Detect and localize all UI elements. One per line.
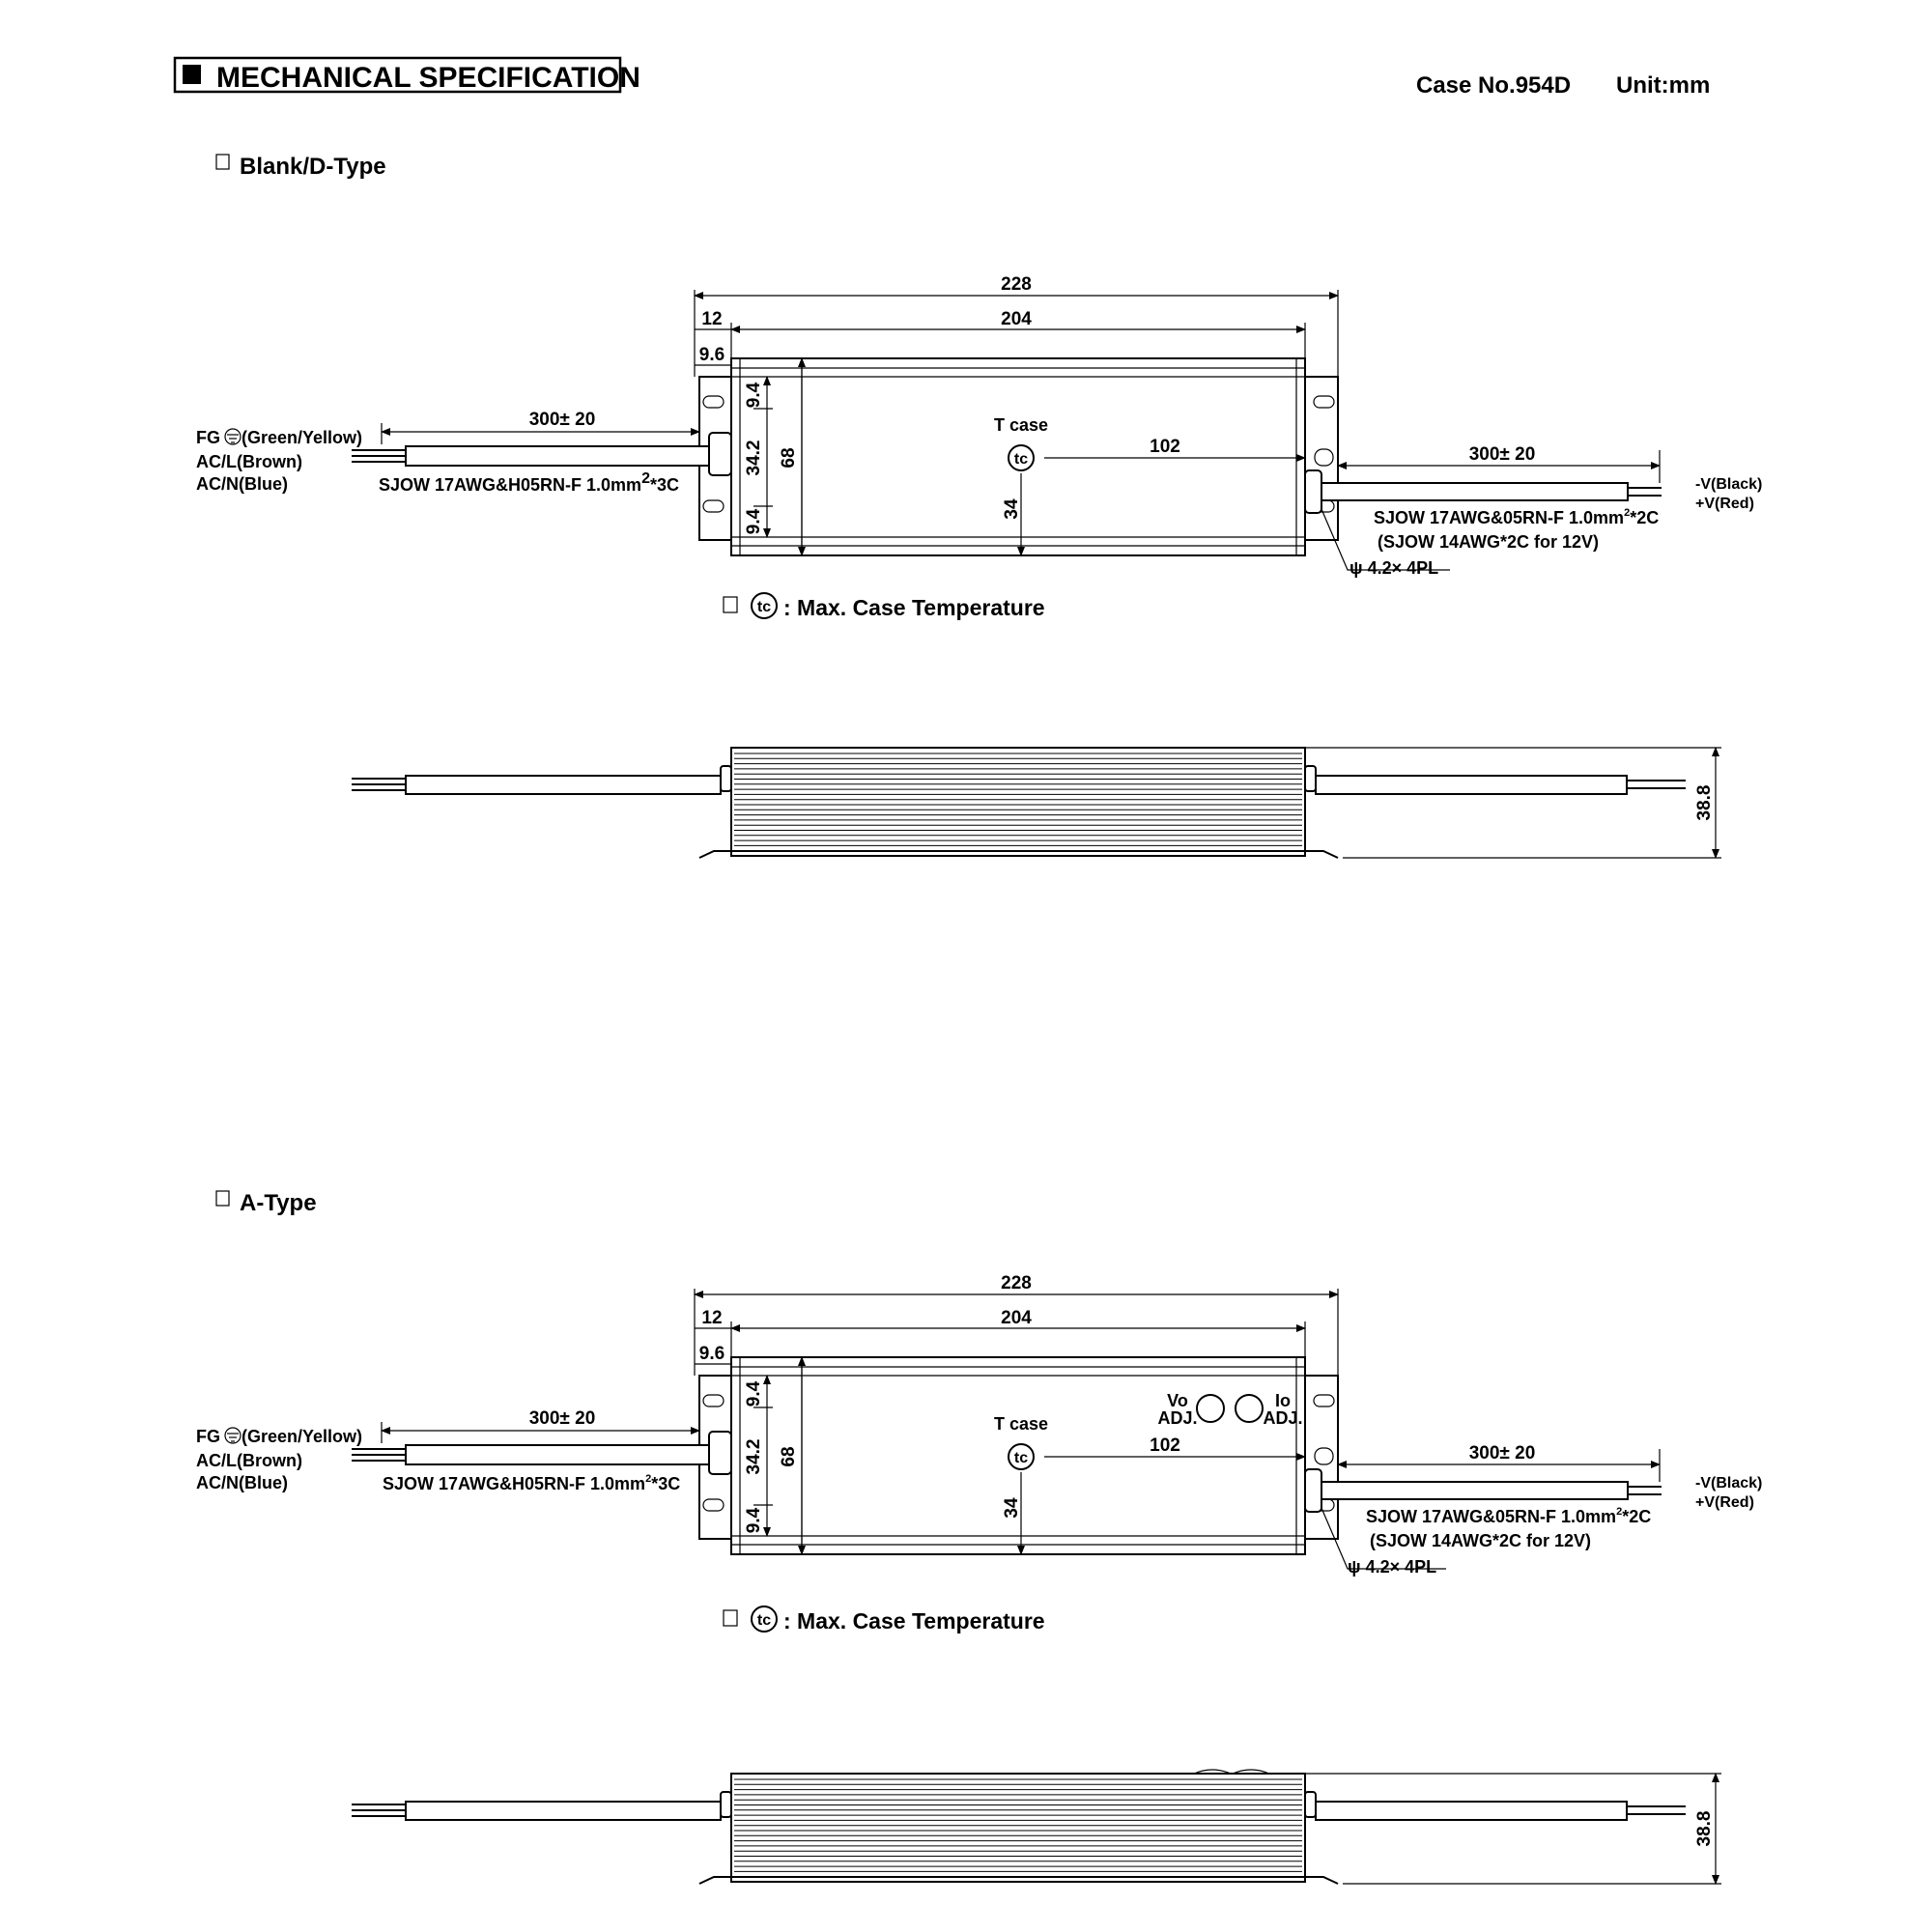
input-cable: [406, 776, 721, 794]
output-cable: [1321, 483, 1628, 500]
hole-top-dim: 9.4: [744, 1380, 764, 1407]
svg-text:tc: tc: [1013, 1450, 1029, 1466]
hole-bottom-dim: 9.4: [744, 508, 764, 535]
cable-gland-left: [721, 1792, 731, 1817]
page-title: MECHANICAL SPECIFICATION: [216, 62, 640, 94]
input-cable: [406, 446, 709, 466]
output-cable-length-dim: 300± 20: [1468, 444, 1536, 465]
checkbox-icon: [216, 155, 229, 169]
cable-gland-left: [709, 433, 731, 475]
cable-gland-right: [1305, 1792, 1316, 1817]
acn-wire-label: AC/N(Blue): [196, 1473, 288, 1492]
svg-text:tc: tc: [756, 599, 772, 615]
output-cable: [1321, 1482, 1628, 1499]
tc-y-dim: 34: [1002, 1497, 1022, 1519]
input-cable: [406, 1802, 721, 1820]
checkbox-icon: [216, 1191, 229, 1206]
input-cable: [406, 1445, 709, 1464]
side-height-dim: 38.8: [1694, 1810, 1715, 1847]
body-length-dim: 204: [1001, 309, 1032, 329]
output-cable-spec: SJOW 17AWG&05RN-F $1.0mm^2*2C$: [1366, 1506, 1652, 1526]
fg-wire-label: FG (Green/Yellow): [196, 1427, 363, 1446]
body-length-dim: 204: [1001, 1308, 1032, 1328]
overall-length-dim: 228: [1001, 1273, 1032, 1293]
mount-holes-label: ψ 4.2× 4PL: [1350, 558, 1439, 578]
vneg-label: -V(Black): [1695, 476, 1763, 493]
blank-d-type-top-view: [196, 154, 1762, 620]
tc-x-dim: 102: [1150, 437, 1180, 457]
acn-wire-label: AC/N(Blue): [196, 474, 288, 494]
io-label: Io: [1275, 1391, 1291, 1410]
ear-length-dim: 12: [701, 309, 723, 329]
fg-wire-label: FG (Green/Yellow): [196, 428, 363, 447]
cable-gland-left: [721, 766, 731, 791]
tc-x-dim: 102: [1150, 1435, 1180, 1456]
cable-gland-right: [1305, 766, 1316, 791]
vneg-label: -V(Black): [1695, 1475, 1763, 1492]
input-cable-spec: SJOW 17AWG&H05RN-F 1.0mm2*3C: [379, 470, 679, 495]
height-dim: 68: [779, 1446, 799, 1467]
tc-y-dim: 34: [1002, 498, 1022, 520]
section-title: A-Type: [240, 1190, 317, 1216]
a-type-side-view: [352, 1770, 1721, 1884]
tcase-label: T case: [993, 415, 1049, 435]
mounting-slot: [1314, 396, 1334, 408]
mounting-slot: [1315, 1448, 1333, 1464]
input-cable-spec: SJOW 17AWG&H05RN-F $1.0mm^2*3C$: [383, 1473, 681, 1493]
checkbox-icon: [724, 1610, 737, 1626]
blank-d-type-side-view: [352, 748, 1721, 858]
a-type-top-view: [196, 1190, 1762, 1634]
cable-gland-left: [709, 1432, 731, 1474]
output-cable-12v-spec: (SJOW 14AWG*2C for 12V): [1378, 532, 1600, 552]
vpos-label: +V(Red): [1695, 1494, 1754, 1511]
svg-text:tc: tc: [1013, 451, 1029, 468]
vo-label: Vo: [1167, 1391, 1188, 1410]
mounting-slot: [1314, 1395, 1334, 1406]
hole-bottom-dim: 9.4: [744, 1507, 764, 1534]
side-height-dim: 38.8: [1694, 784, 1715, 821]
mount-holes-label: ψ 4.2× 4PL: [1348, 1557, 1437, 1577]
hole-top-dim: 9.4: [744, 382, 764, 409]
tc-legend-note: : Max. Case Temperature: [783, 595, 1045, 620]
hole-offset-dim: 9.6: [698, 345, 725, 365]
input-cable-length-dim: 300± 20: [528, 410, 596, 430]
acl-wire-label: AC/L(Brown): [196, 1451, 302, 1470]
overall-length-dim: 228: [1001, 274, 1032, 295]
mounting-slot: [703, 1395, 724, 1406]
header-square-icon: [183, 65, 201, 84]
output-cable: [1316, 1802, 1627, 1820]
vo-adj-label: ADJ.: [1157, 1408, 1198, 1428]
mounting-slot: [703, 396, 724, 408]
hole-span-dim: 34.2: [744, 1438, 764, 1475]
hole-span-dim: 34.2: [744, 440, 764, 476]
hole-offset-dim: 9.6: [698, 1344, 725, 1364]
output-cable-12v-spec: (SJOW 14AWG*2C for 12V): [1370, 1531, 1592, 1550]
svg-text:tc: tc: [756, 1612, 772, 1629]
vpos-label: +V(Red): [1695, 496, 1754, 512]
height-dim: 68: [779, 447, 799, 469]
page-header: [175, 58, 1710, 99]
cable-gland-right: [1305, 470, 1321, 513]
io-adj-label: ADJ.: [1263, 1408, 1303, 1428]
mounting-slot: [703, 1499, 724, 1511]
cable-gland-right: [1305, 1469, 1321, 1512]
case-number: Case No.954D: [1416, 72, 1572, 99]
checkbox-icon: [724, 597, 737, 612]
tc-legend-note: : Max. Case Temperature: [783, 1608, 1045, 1634]
output-cable-length-dim: 300± 20: [1468, 1443, 1536, 1463]
acl-wire-label: AC/L(Brown): [196, 452, 302, 471]
mounting-slot: [1315, 449, 1333, 466]
tcase-label: T case: [993, 1414, 1049, 1434]
section-title: Blank/D-Type: [240, 154, 386, 180]
output-cable: [1316, 776, 1627, 794]
mounting-slot: [703, 500, 724, 512]
output-cable-spec: SJOW 17AWG&05RN-F $1.0mm^2*2C$: [1374, 507, 1660, 527]
input-cable-length-dim: 300± 20: [528, 1408, 596, 1429]
unit-label: Unit:mm: [1616, 72, 1711, 99]
ear-length-dim: 12: [701, 1308, 723, 1328]
